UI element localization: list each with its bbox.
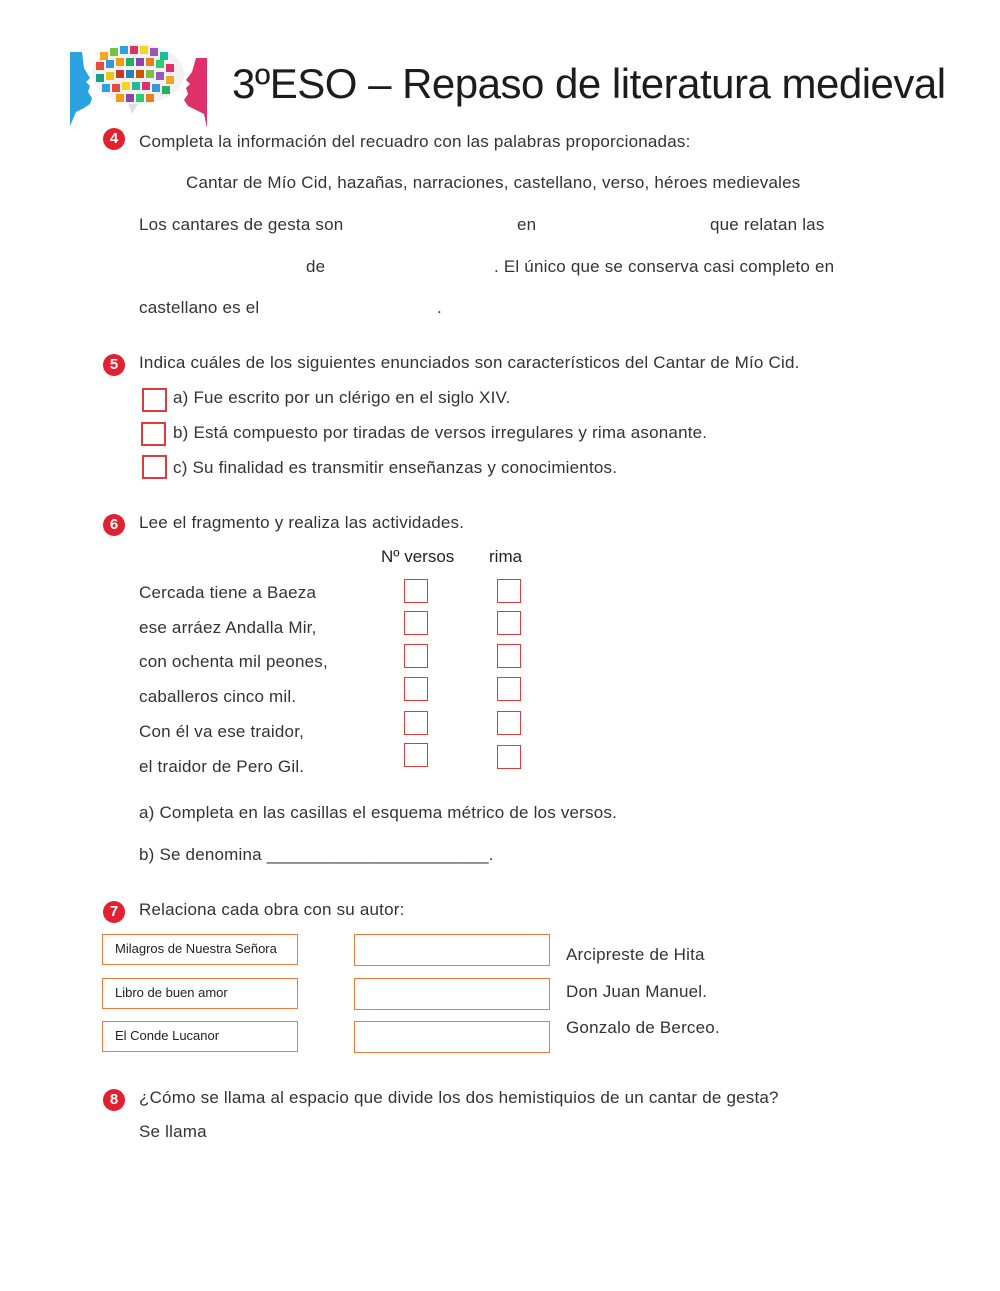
versos-box-3[interactable] [404, 644, 428, 668]
rima-box-6[interactable] [497, 745, 521, 769]
q4-text-2b: . El único que se conserva casi completo en [494, 257, 835, 276]
column-header-rima: rima [489, 547, 523, 566]
match-drop-zone[interactable] [354, 978, 550, 1010]
column-header-versos: Nº versos [381, 547, 455, 566]
q4-blank-4[interactable] [333, 255, 491, 277]
work-item[interactable]: Libro de buen amor [102, 978, 298, 1009]
verse-line: el traidor de Pero Gil. [139, 757, 305, 776]
q7-prompt: Relaciona cada obra con su autor: [139, 900, 405, 919]
speech-bubble-faces-logo-icon [66, 38, 211, 130]
verse-line: Cercada tiene a Baeza [139, 583, 317, 602]
question-number-6: 6 [103, 514, 125, 536]
question-number-7: 7 [103, 901, 125, 923]
author-label: Arcipreste de Hita [566, 945, 705, 964]
q6-activity-b: b) Se denomina _______________________. [139, 845, 494, 864]
author-label: Gonzalo de Berceo. [566, 1018, 720, 1037]
match-drop-zone[interactable] [354, 1021, 550, 1053]
q4-text-3b: . [437, 298, 442, 317]
q4-text-3a: castellano es el [139, 298, 260, 317]
work-item[interactable]: El Conde Lucanor [102, 1021, 298, 1052]
q4-word-bank: Cantar de Mío Cid, hazañas, narraciones, castellano, verso, héroes medievales [186, 173, 801, 192]
logo [66, 38, 211, 130]
q5-checkbox-b[interactable] [141, 422, 166, 446]
q6-answer-blank[interactable] [272, 843, 488, 865]
question-number-5: 5 [103, 354, 125, 376]
verse-line: caballeros cinco mil. [139, 687, 297, 706]
verse-line: ese arráez Andalla Mir, [139, 618, 317, 637]
q8-prompt: ¿Cómo se llama al espacio que divide los dos hemistiquios de un cantar de gesta? [139, 1088, 779, 1107]
verse-line: Con él va ese traidor, [139, 722, 305, 741]
rima-box-4[interactable] [497, 677, 521, 701]
q5-option-b: b) Está compuesto por tiradas de versos irregulares y rima asonante. [173, 423, 708, 442]
versos-box-6[interactable] [404, 743, 428, 767]
question-number-8: 8 [103, 1089, 125, 1111]
q8-answer-blank[interactable] [214, 1120, 514, 1142]
q5-prompt: Indica cuáles de los siguientes enunciados son característicos del Cantar de Mío Cid. [139, 353, 800, 372]
q4-text-1c: que relatan las [710, 215, 825, 234]
versos-box-2[interactable] [404, 611, 428, 635]
work-item[interactable]: Milagros de Nuestra Señora [102, 934, 298, 965]
rima-box-5[interactable] [497, 711, 521, 735]
q4-blank-3[interactable] [139, 255, 299, 277]
q4-text-1b: en [517, 215, 537, 234]
page-title: 3ºESO – Repaso de literatura medieval [232, 60, 946, 107]
q4-prompt: Completa la información del recuadro con las palabras proporcionadas: [139, 132, 691, 151]
q5-option-c: c) Su finalidad es transmitir enseñanzas y conocimientos. [173, 458, 618, 477]
versos-box-5[interactable] [404, 711, 428, 735]
rima-box-3[interactable] [497, 644, 521, 668]
verse-line: con ochenta mil peones, [139, 652, 328, 671]
versos-box-1[interactable] [404, 579, 428, 603]
match-drop-zone[interactable] [354, 934, 550, 966]
q4-text-2a: de [306, 257, 326, 276]
q6-activity-a: a) Completa en las casillas el esquema métrico de los versos. [139, 803, 618, 822]
rima-box-1[interactable] [497, 579, 521, 603]
author-label: Don Juan Manuel. [566, 982, 708, 1001]
q4-blank-1[interactable] [352, 213, 512, 235]
q5-checkbox-a[interactable] [142, 388, 167, 412]
q5-checkbox-c[interactable] [142, 455, 167, 479]
q5-option-a: a) Fue escrito por un clérigo en el siglo XIV. [173, 388, 511, 407]
q4-text-1a: Los cantares de gesta son [139, 215, 344, 234]
question-number-4: 4 [103, 128, 125, 150]
q8-answer-prefix: Se llama [139, 1122, 207, 1141]
q4-blank-2[interactable] [545, 213, 705, 235]
rima-box-2[interactable] [497, 611, 521, 635]
q6-prompt: Lee el fragmento y realiza las actividades. [139, 513, 465, 532]
q4-blank-5[interactable] [270, 296, 434, 318]
versos-box-4[interactable] [404, 677, 428, 701]
